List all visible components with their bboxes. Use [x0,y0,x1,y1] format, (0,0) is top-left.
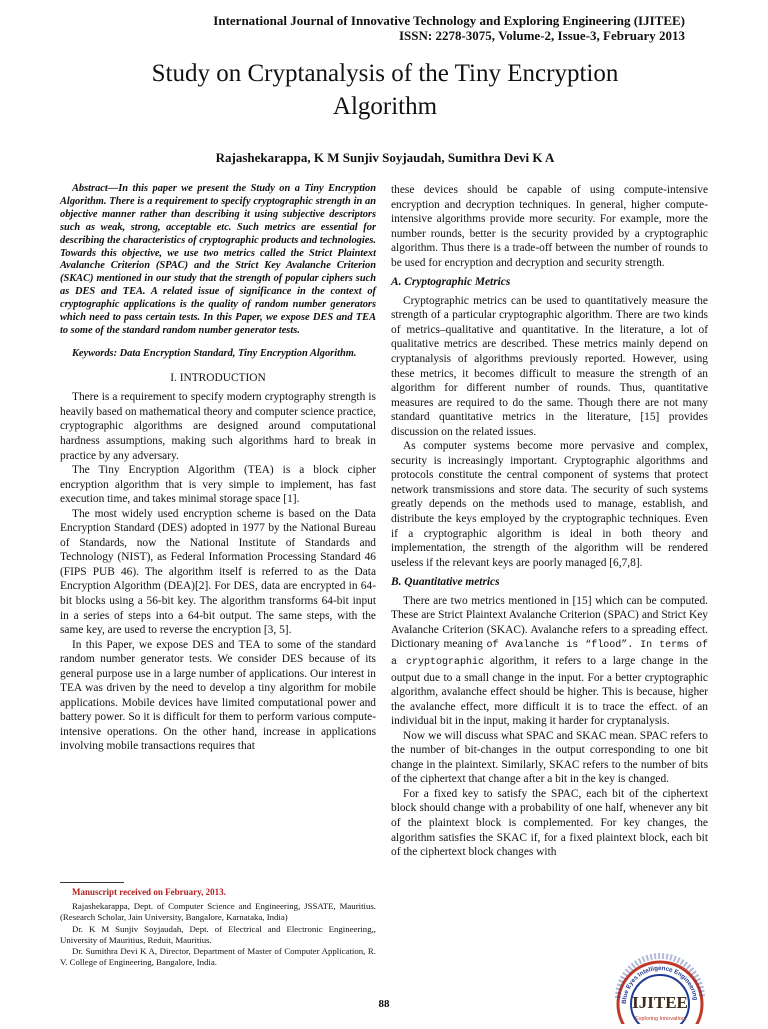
author-list: Rajashekarappa, K M Sunjiv Soyjaudah, Sumithra Devi K A [215,150,555,165]
page-number: 88 [378,998,390,1010]
quantitative-paragraph-2: Now we will discuss what SPAC and SKAC mean. SPAC refers to the number of bit-changes in the output corresponding to one bit change in the plaintext. Similarly, SKAC refers to the number of bits of the ciphertext that change after a bit in the key is changed. [391,729,708,786]
subsection-heading-cryptographic-metrics: A. Cryptographic Metrics [391,276,511,289]
metrics-paragraph-1: Cryptographic metrics can be used to quantitatively measure the strength of a particular cryptographic algorithm. There are two kinds of metrics–qualitative and quantitative. In the literature, a lot of qualitative metrics are described. These metrics mainly depend on cryptanalysis of algorithms previously reported. However, using these metrics, it becomes difficult to measure the strength of an algorithm for different number of rounds. Thus, quantitative measures are required to do the same. Though there are not many standard quantitative metrics in the literature, [15] provides discussion on the related issues. [391,294,708,438]
continued-paragraph: these devices should be capable of using compute-intensive encryption and decryption techniques. In general, higher compute-intensive algorithms provide more security. For example, more the number rounds, better is the security provided by a cryptographic algorithm. Thus there is a trade-off between the number of rounds to be used for encryption and decryption and security strength. [391,184,708,269]
footnote-author-2: Dr. K M Sunjiv Soyjaudah, Dept. of Electrical and Electronic Engineering,, University of Mauritius, Reduit, Mauritius. [60,923,376,945]
intro-paragraph-3: The most widely used encryption scheme is based on the Data Encryption Standard (DES) adopted in 1977 by the National Bureau of Standards, now the National Institute of Standards and Technology (NIST), as Federal Information Processing Standard 46 (FIPS PUB 46). The algorithm itself is referred to as the Data Encryption Algorithm (DEA)[2]. For DES, data are encrypted in 64-bit blocks using a 56-bit key. The algorithm transforms 64-bit input in a series of steps into a 64-bit output. The same steps, with the same key, are used to reverse the encryption [3, 5]. [60,507,376,637]
journal-issn: ISSN: 2278-3075, Volume-2, Issue-3, February 2013 [398,28,685,43]
journal-name: International Journal of Innovative Technology and Exploring Engineering (IJITEE) [213,13,685,28]
logo-name: IJITEE [632,993,688,1012]
quantitative-paragraph-1a: There are two metrics mentioned in [15] which can be computed. These are Strict Plaintext Avalanche Criterion (SPAC) and Strict Key Avalanche Criterion (SKAC). Avalanche refers to a spreading effect. Dictionary meaning [391,594,708,651]
abstract [60,183,376,338]
paper-title [40,57,730,123]
title-line-1: Study on Cryptanalysis of the Tiny Encryption [151,60,619,87]
footnote-author-1: Rajashekarappa, Dept. of Computer Science and Engineering, JSSATE, Mauritius. (Research Scholar, Jain University, Bangalore, Karnataka, India) [60,901,376,923]
subsection-heading-quantitative-metrics: B. Quantitative metrics [391,576,500,589]
quantitative-paragraph-1 [391,594,708,729]
title-line-2: Algorithm [332,93,438,120]
left-column [60,183,376,754]
quantitative-paragraph-1b: algorithm, it refers to a large change in the output due to a small change in the input. For a better cryptographic algorithm, avalanche effect should be higher. This is because, higher the avalanche effect, more difficult it is to trace the effect. of an individual bit in the input, making it harder for cryptanalysis. [391,654,708,728]
manuscript-received: Manuscript received on February, 2013. [72,887,226,897]
intro-paragraph-4: In this Paper, we expose DES and TEA to some of the standard random number generator tests. We consider DES because of its general purpose use in a large number of applications. Our interest in TEA was driven by the need to develop a tiny algorithm for mobile applications. Mobile devices have limited computational power and battery power. So it is difficult for them to perform various compute-intensive operations. On the other hand, increase in applications involving mobile transactions requires that [60,638,376,753]
intro-paragraph-1: There is a requirement to specify modern cryptography strength is heavily based on mathematical theory and computer science practice, cryptographic algorithms are designed around computational hardness assumptions, making such algorithms hard to break in practice by any adversary. [60,391,376,462]
avalanche-definition: of Avalanche is “flood”. In terms of a cryptographic [391,640,708,668]
section-heading-introduction: I. INTRODUCTION [170,371,266,384]
footnotes [60,882,376,968]
footnote-author-3: Dr. Sumithra Devi K A, Director, Department of Master of Computer Application, R. V. College of Engineering, Bangalore, India. [60,946,376,968]
keywords: Keywords: Data Encryption Standard, Tiny Encryption Algorithm. [72,347,357,359]
ijitee-logo [596,936,724,1024]
abstract-text: —In this paper we present the Study on a Tiny Encryption Algorithm. There is a requirement to specify cryptographic strength in an objective manner rather than describing it using subjective descriptors such as weak, strong, acceptable etc. Such metrics are essential for describing the characteristics of cryptographic products and technologies. Towards this objective, we use two metrics called the Strict Plaintext Avalanche Criterion (SPAC) and the Strict Key Avalanche Criterion (SKAC) mentioned in our study that the strength of popular ciphers such as DES and TEA. A related issue of significance in the context of cryptographic applications is the quality of random number generators which need to pass certain tests. In this Paper, we expose DES and TEA to some of the standard random number generator tests. [60,183,376,336]
journal-header [195,13,685,43]
quantitative-paragraph-3: For a fixed key to satisfy the SPAC, each bit of the ciphertext block should change with a probability of one half, whenever any bit of the plaintext block is complemented. For key changes, the algorithm satisfies the SKAC if, for a fixed plaintext block, each bit of the ciphertext block changes with [391,787,708,859]
right-column [391,183,708,860]
logo-tagline: Exploring Innovation [635,1016,685,1022]
abstract-lead: Abstract [72,183,108,194]
logo-ring-text: Blue Eyes Intelligence Engineering [620,964,699,1005]
intro-paragraph-2: The Tiny Encryption Algorithm (TEA) is a block cipher encryption algorithm that is very simple to implement, has fast execution time, and takes minimal storage space [1]. [60,464,376,506]
footnote-rule [60,882,124,883]
ijitee-logo-graphic [596,936,724,1024]
metrics-paragraph-2: As computer systems become more pervasive and complex, security is increasingly important. Cryptographic algorithms and protocols constitute the central component of systems that protect network transmissions and store data. The security of such systems greatly depends on the methods used to manage, establish, and distribute the keys employed by the cryptographic techniques. Even if a cryptographic algorithm is ideal in both theory and implementation, the strength of the algorithm will be rendered useless if the relevant keys are poorly managed [6,7,8]. [391,440,708,569]
